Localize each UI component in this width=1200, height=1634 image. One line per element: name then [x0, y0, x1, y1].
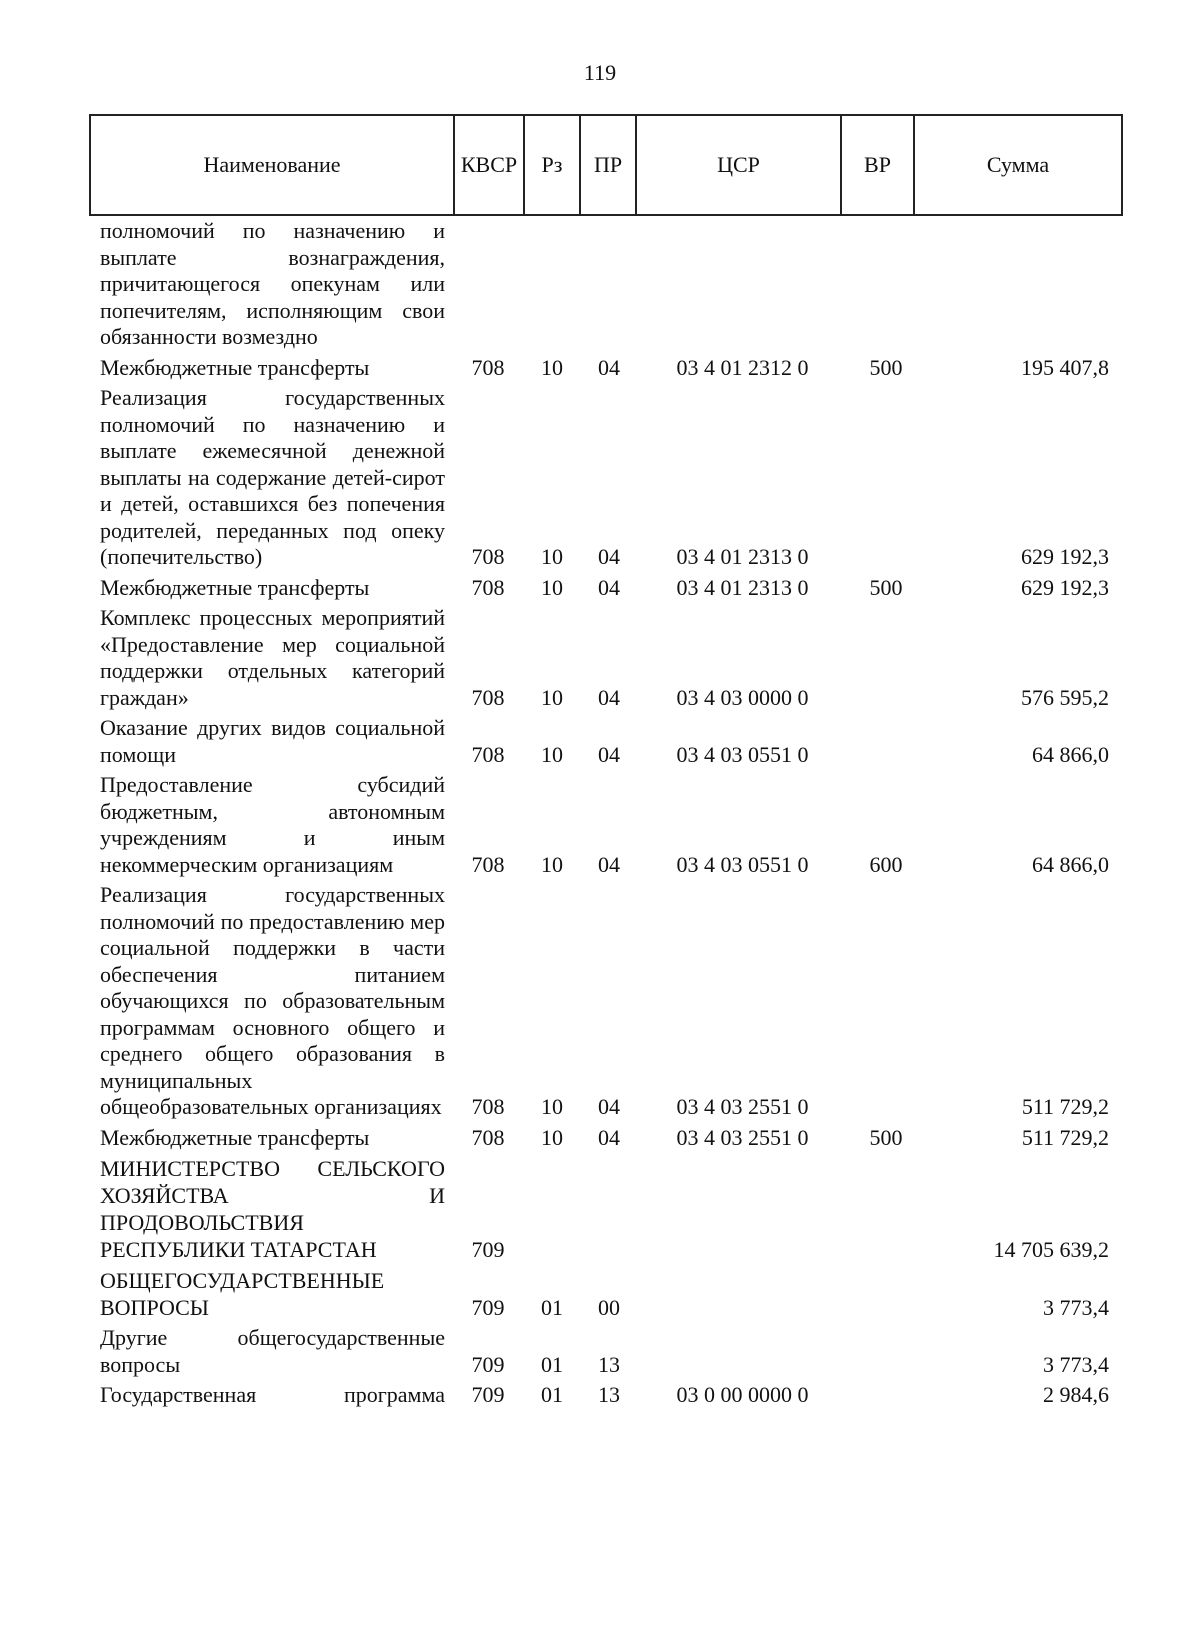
- table-row: [89, 1267, 1121, 1321]
- table-row: [89, 385, 1121, 571]
- row-sum: 64 866,0: [1032, 851, 1109, 877]
- row-rz: 10: [541, 544, 563, 569]
- row-name: Другие общегосударственные вопросы: [100, 1325, 445, 1377]
- row-kvsr: 708: [471, 574, 505, 600]
- row-csr: 03 4 03 0000 0: [676, 684, 809, 710]
- row-vr: 600: [869, 851, 903, 877]
- header-rz: Рз: [524, 115, 580, 215]
- header-name: Наименование: [90, 115, 454, 215]
- row-sum: 629 192,3: [1021, 574, 1109, 600]
- row-kvsr: 708: [471, 354, 505, 380]
- row-name: Государственная программа: [100, 1382, 445, 1407]
- table-row: [89, 715, 1121, 768]
- row-pr: 04: [598, 544, 620, 569]
- table-row: [89, 1155, 1121, 1263]
- row-rz: 10: [541, 684, 563, 710]
- header-sum: Сумма: [914, 115, 1122, 215]
- row-name: Межбюджетные трансферты: [100, 354, 370, 380]
- row-name: ОБЩЕГОСУДАРСТВЕННЫЕ ВОПРОСЫ: [100, 1268, 385, 1320]
- row-pr: 04: [598, 1124, 620, 1150]
- row-csr: 03 4 03 0551 0: [676, 851, 809, 877]
- row-pr: 13: [598, 1351, 620, 1377]
- row-sum: 64 866,0: [1032, 741, 1109, 767]
- row-sum: 2 984,6: [1043, 1382, 1109, 1407]
- row-sum: 576 595,2: [1021, 684, 1109, 710]
- row-csr: 03 0 00 0000 0: [676, 1382, 809, 1407]
- table-body: [89, 218, 1121, 1409]
- row-vr: 500: [869, 574, 903, 600]
- row-kvsr: 708: [471, 684, 505, 710]
- row-pr: 00: [598, 1294, 620, 1320]
- header-csr: ЦСР: [636, 115, 841, 215]
- header-vr: ВР: [841, 115, 914, 215]
- row-kvsr: 709: [471, 1382, 505, 1407]
- row-sum: 629 192,3: [1021, 544, 1109, 569]
- table-row: [89, 882, 1121, 1121]
- row-rz: 10: [541, 354, 563, 380]
- row-csr: 03 4 01 2313 0: [676, 574, 809, 600]
- row-name: полномочий по назначению и выплате вознаграждения, причитающегося опекунам или попечителям, исполняющим свои обязанности возмездно: [100, 218, 445, 349]
- row-pr: 04: [598, 354, 620, 380]
- row-kvsr: 709: [471, 1351, 505, 1377]
- row-rz: 10: [541, 574, 563, 600]
- row-kvsr: 708: [471, 1124, 505, 1150]
- row-name: Комплекс процессных мероприятий «Предоставление мер социальной поддержки отдельных категорий граждан»: [100, 605, 445, 710]
- table-header: [89, 114, 1123, 216]
- row-csr: 03 4 03 2551 0: [676, 1094, 809, 1119]
- row-kvsr: 708: [471, 851, 505, 877]
- table-row: [89, 772, 1121, 878]
- row-csr: 03 4 03 2551 0: [676, 1124, 809, 1150]
- row-rz: 10: [541, 1124, 563, 1150]
- table-row: [89, 1325, 1121, 1378]
- row-name: Оказание других видов социальной помощи: [100, 715, 445, 767]
- row-csr: 03 4 01 2312 0: [676, 354, 809, 380]
- row-pr: 04: [598, 1094, 620, 1119]
- row-vr: 500: [869, 354, 903, 380]
- row-csr: 03 4 01 2313 0: [676, 544, 809, 569]
- row-vr: 500: [869, 1124, 903, 1150]
- row-sum: 3 773,4: [1043, 1294, 1109, 1320]
- row-kvsr: 708: [471, 1094, 505, 1119]
- header-kvsr: КВСР: [454, 115, 524, 215]
- row-kvsr: 709: [471, 1294, 505, 1320]
- row-name: Межбюджетные трансферты: [100, 1124, 370, 1150]
- row-pr: 13: [598, 1382, 620, 1407]
- row-pr: 04: [598, 574, 620, 600]
- row-name: МИНИСТЕРСТВО СЕЛЬСКОГО ХОЗЯЙСТВА И ПРОДОВОЛЬСТВИЯ РЕСПУБЛИКИ ТАТАРСТАН: [100, 1156, 445, 1262]
- row-pr: 04: [598, 684, 620, 710]
- page-number: 119: [583, 60, 617, 85]
- row-kvsr: 708: [471, 741, 505, 767]
- row-sum: 14 705 639,2: [993, 1236, 1109, 1262]
- row-sum: 3 773,4: [1043, 1351, 1109, 1377]
- row-name: Реализация государственных полномочий по предоставлению мер социальной поддержки в части обеспечения питанием обучающихся по образовательным программам основного общего и среднего общего образования в муниципальных общеобразовательных организациях: [100, 882, 445, 1119]
- row-rz: 01: [541, 1294, 563, 1320]
- row-kvsr: 709: [471, 1236, 505, 1262]
- table-row: [89, 355, 1121, 382]
- row-sum: 511 729,2: [1021, 1124, 1109, 1150]
- row-sum: 195 407,8: [1021, 354, 1109, 380]
- row-rz: 01: [541, 1351, 563, 1377]
- row-pr: 04: [598, 851, 620, 877]
- row-name: Межбюджетные трансферты: [100, 574, 370, 600]
- row-name: Предоставление субсидий бюджетным, автономным учреждениям и иным некоммерческим организациям: [100, 772, 445, 877]
- row-csr: 03 4 03 0551 0: [676, 741, 809, 767]
- header-pr: ПР: [580, 115, 636, 215]
- row-kvsr: 708: [471, 544, 505, 569]
- row-rz: 10: [541, 1094, 563, 1119]
- row-rz: 10: [541, 851, 563, 877]
- table-row: [89, 1382, 1121, 1409]
- table-row: [89, 575, 1121, 602]
- row-name: Реализация государственных полномочий по назначению и выплате ежемесячной денежной выплаты на содержание детей-сирот и детей, оставшихся без попечения родителей, переданных под опеку (попечительство): [100, 385, 445, 569]
- table-row: [89, 605, 1121, 711]
- row-sum: 511 729,2: [1021, 1094, 1109, 1119]
- table-row: [89, 1125, 1121, 1152]
- row-rz: 01: [541, 1382, 563, 1407]
- table-row: [89, 218, 1121, 351]
- row-pr: 04: [598, 741, 620, 767]
- row-rz: 10: [541, 741, 563, 767]
